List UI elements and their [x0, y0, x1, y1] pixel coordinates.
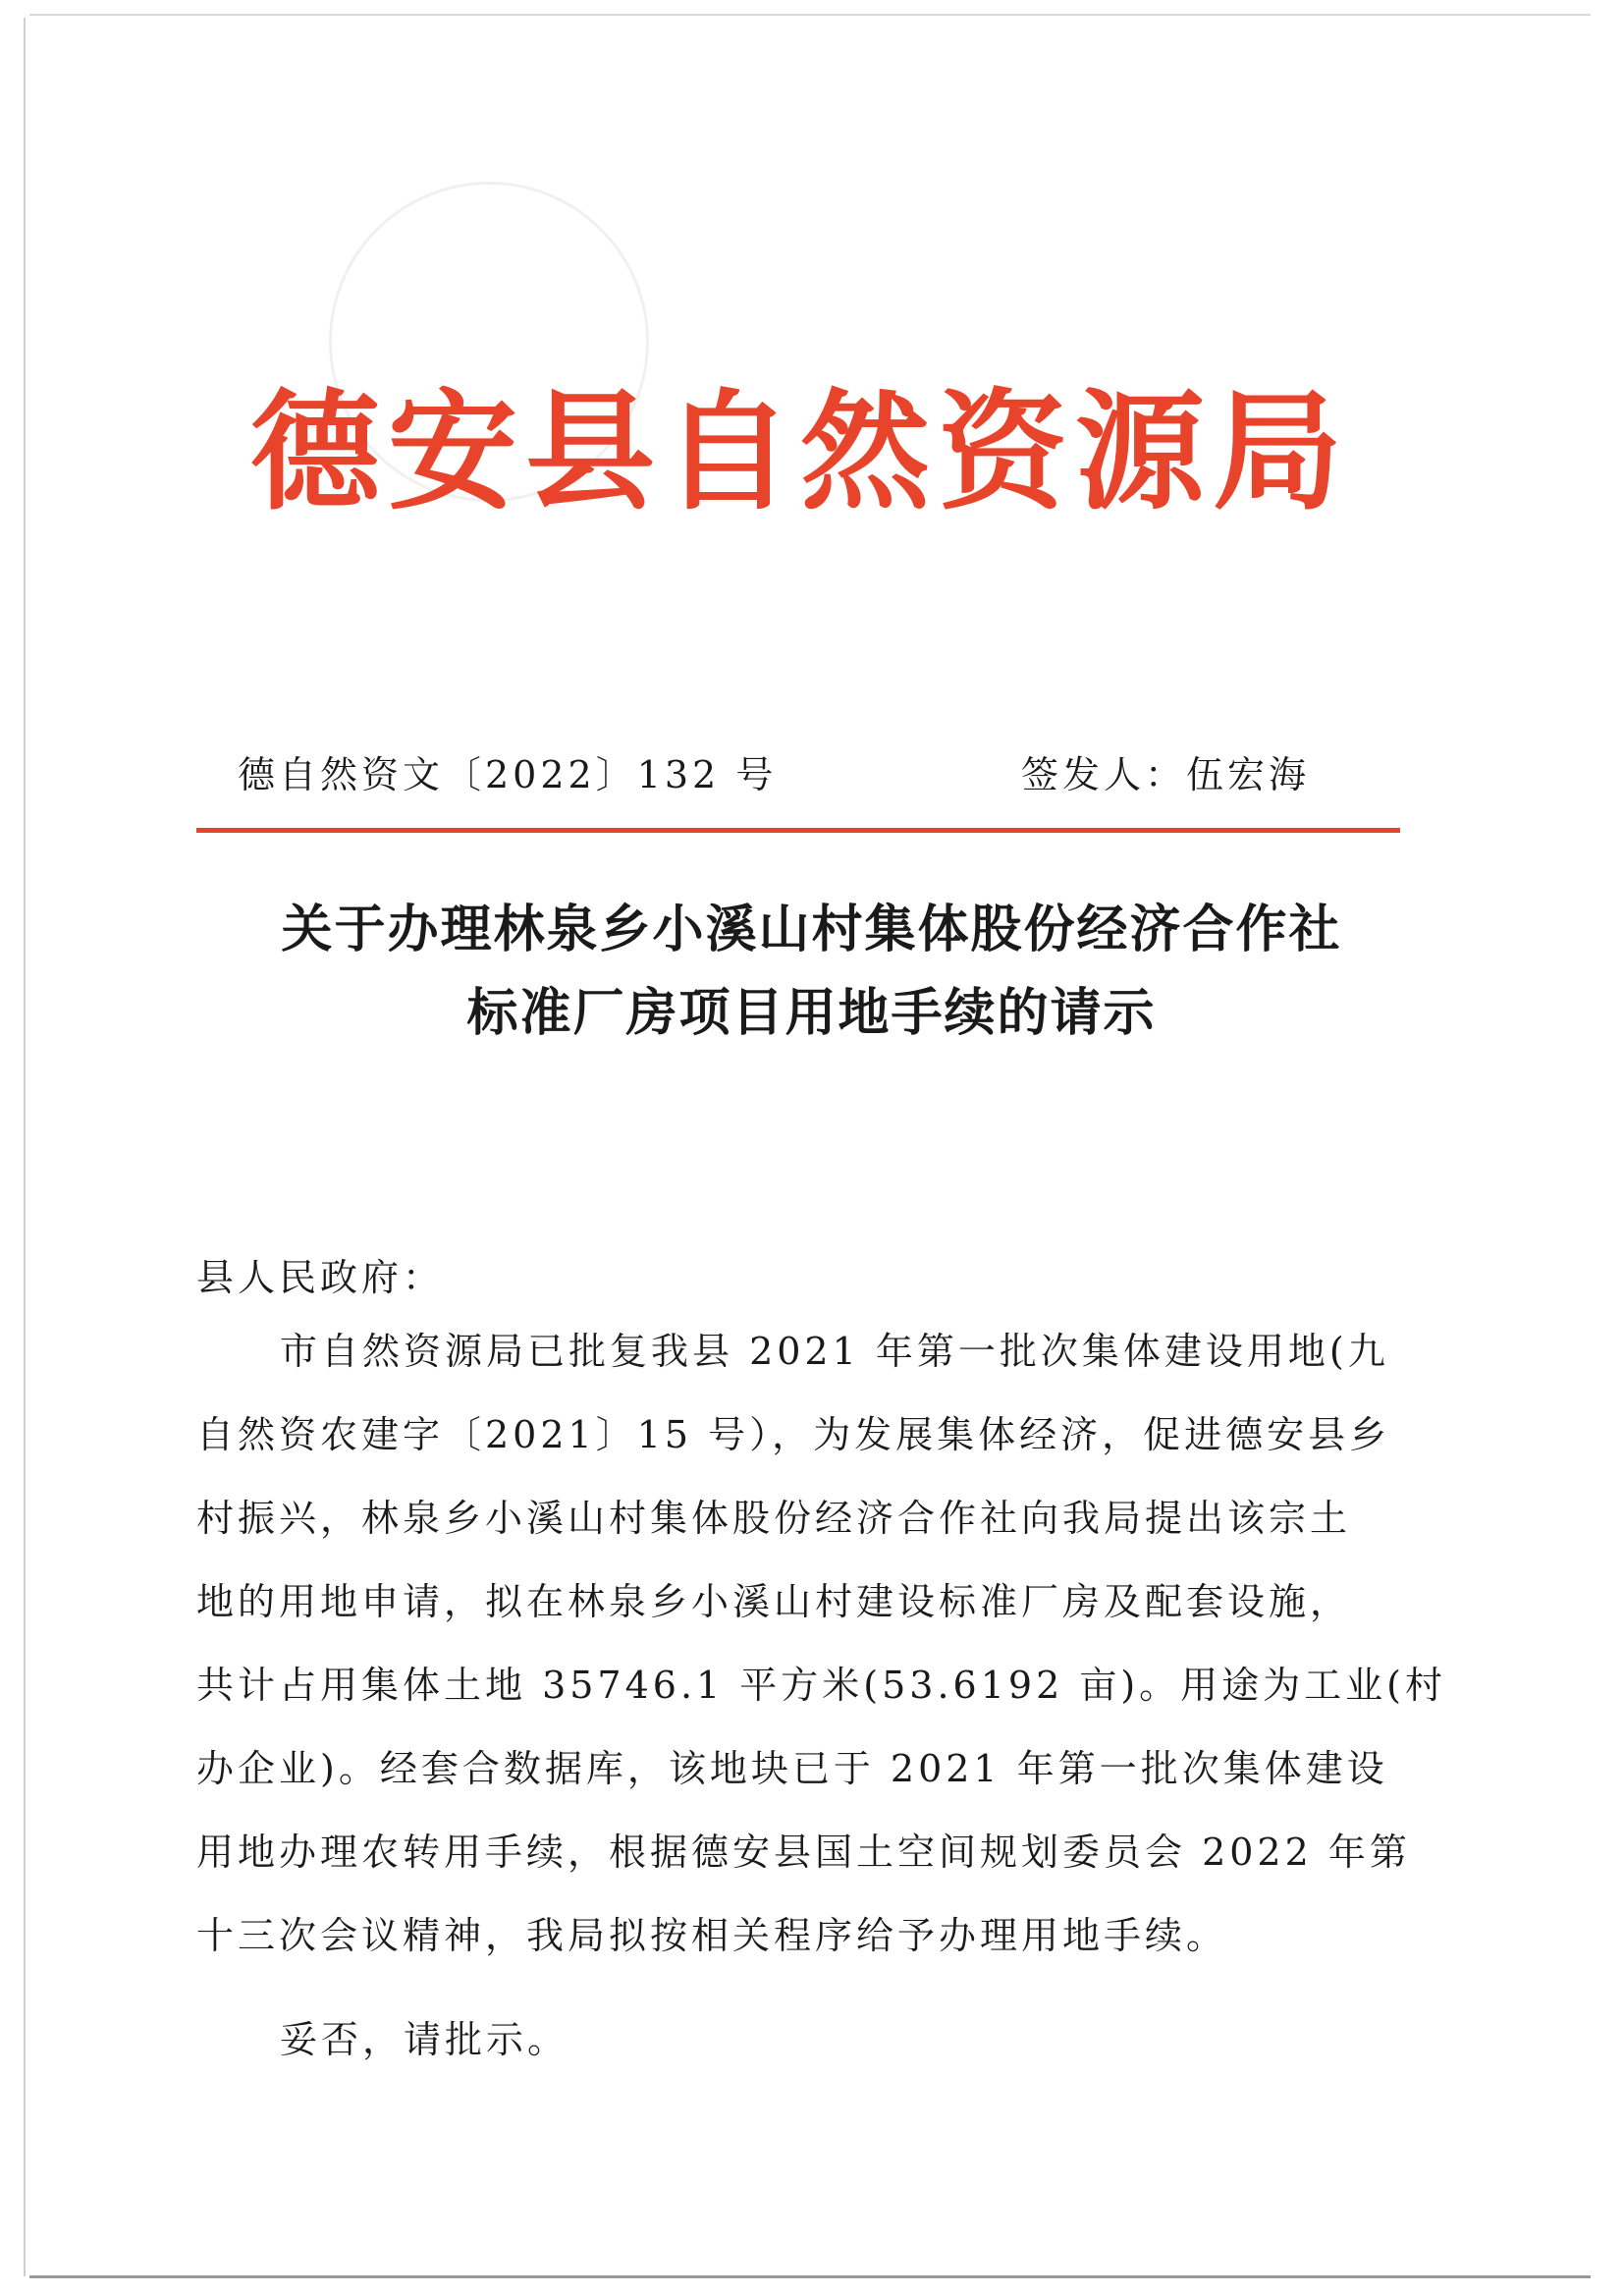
body-line-5: 共计占用集体土地 35746.1 平方米(53.6192 亩)。用途为工业(村 — [196, 1664, 1446, 1707]
signer-label: 签发人： — [1021, 753, 1187, 796]
body-line-8: 十三次会议精神，我局拟按相关程序给予办理用地手续。 — [196, 1914, 1228, 1957]
scan-edge-bottom — [29, 2275, 1591, 2278]
signer-name: 伍宏海 — [1186, 753, 1311, 796]
body-line-6: 办企业)。经套合数据库，该地块已于 2021 年第一批次集体建设 — [196, 1747, 1388, 1790]
scan-edge-top — [29, 14, 1591, 16]
body-line-3: 村振兴，林泉乡小溪山村集体股份经济合作社向我局提出该宗土 — [196, 1497, 1352, 1540]
document-title-line-2: 标准厂房项目用地手续的请示 — [466, 984, 1157, 1043]
body-line-4: 地的用地申请，拟在林泉乡小溪山村建设标准厂房及配套设施， — [196, 1580, 1352, 1623]
recipient: 县人民政府： — [196, 1256, 445, 1299]
scan-edge-left — [24, 18, 26, 2276]
body-line-1: 市自然资源局已批复我县 2021 年第一批次集体建设用地(九 — [280, 1330, 1389, 1373]
signer-line — [1021, 744, 1310, 798]
body-line-2: 自然资农建字〔2021〕15 号），为发展集体经济，促进德安县乡 — [196, 1413, 1391, 1456]
red-divider-rule — [196, 828, 1400, 833]
document-title-line-1: 关于办理林泉乡小溪山村集体股份经济合作社 — [281, 901, 1342, 959]
document-title — [157, 889, 1466, 1056]
closing-request: 妥否，请批示。 — [280, 2018, 569, 2061]
letterhead-organization: 德安县自然资源局 — [250, 377, 1350, 528]
document-number: 德自然资文〔2022〕132 号 — [238, 753, 778, 796]
body-line-7: 用地办理农转用手续，根据德安县国土空间规划委员会 2022 年第 — [196, 1831, 1411, 1874]
